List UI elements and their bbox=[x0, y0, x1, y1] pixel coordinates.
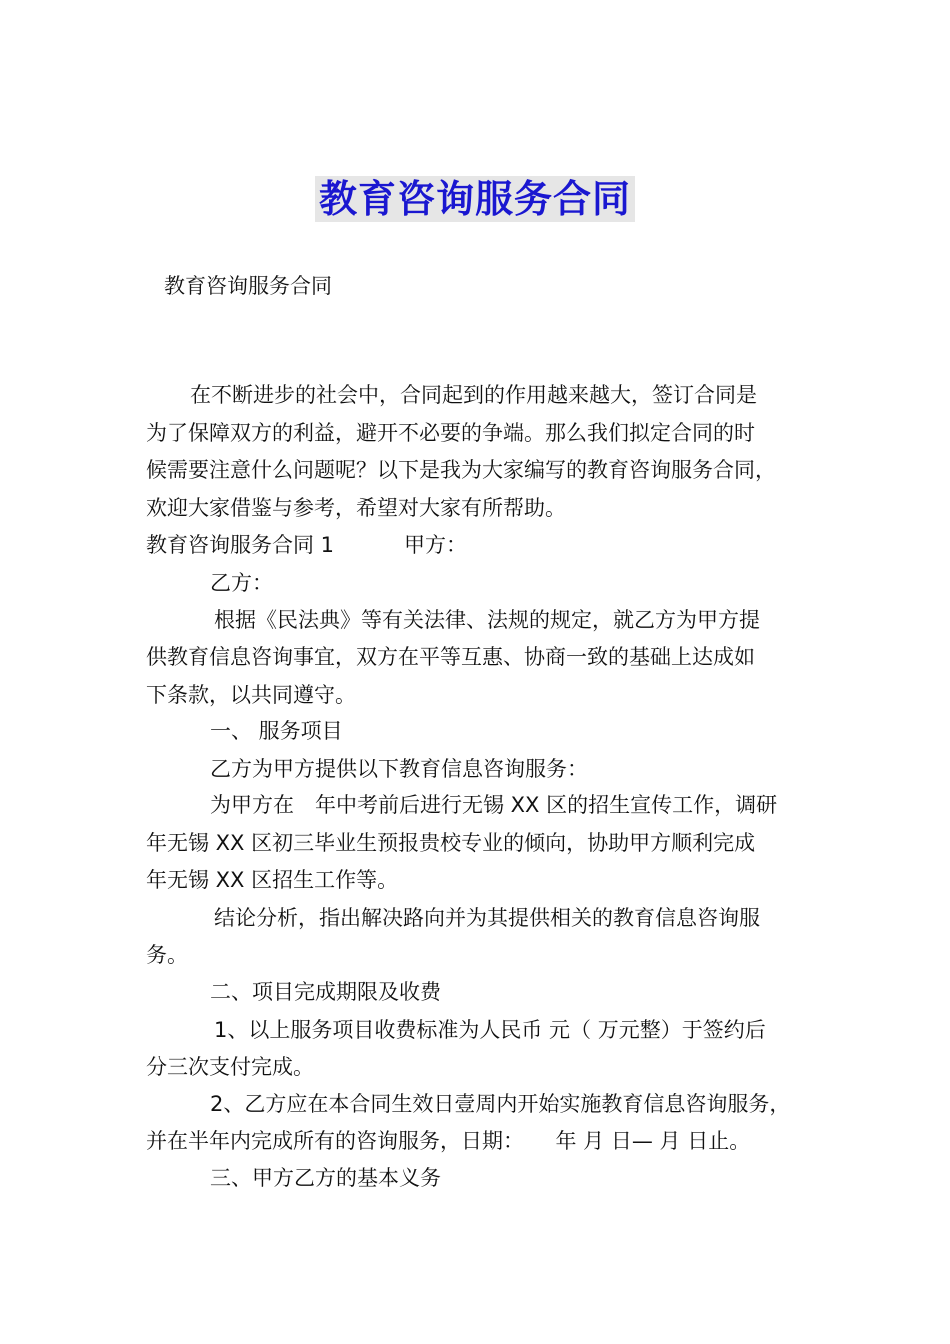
body-line: 分三次支付完成。 bbox=[146, 1055, 314, 1079]
body-line: 供教育信息咨询事宜，双方在平等互惠、协商一致的基础上达成如 bbox=[146, 645, 755, 669]
body-line: 务。 bbox=[146, 943, 188, 967]
body-line: 乙方为甲方提供以下教育信息咨询服务： bbox=[210, 757, 588, 781]
page-title: 教育咨询服务合同 bbox=[315, 176, 635, 222]
body-line: 为甲方在 年中考前后进行无锡 XX 区的招生宣传工作，调研 bbox=[210, 793, 778, 817]
body-line: 1、以上服务项目收费标准为人民币 元（ 万元整）于签约后 bbox=[214, 1018, 766, 1042]
section-heading: 一、 服务项目 bbox=[210, 719, 343, 743]
body-line: 根据《民法典》等有关法律、法规的规定，就乙方为甲方提 bbox=[214, 608, 760, 632]
body-line: 年无锡 XX 区招生工作等。 bbox=[146, 868, 399, 892]
body-line: 2、乙方应在本合同生效日壹周内开始实施教育信息咨询服务， bbox=[210, 1092, 791, 1116]
body-line: 候需要注意什么问题呢？以下是我为大家编写的教育咨询服务合同， bbox=[146, 458, 776, 482]
body-line: 为了保障双方的利益，避开不必要的争端。那么我们拟定合同的时 bbox=[146, 421, 755, 445]
body-line: 并在半年内完成所有的咨询服务，日期： 年 月 日— 月 日止。 bbox=[146, 1129, 751, 1153]
section-heading: 三、甲方乙方的基本义务 bbox=[210, 1166, 441, 1190]
section-heading: 二、项目完成期限及收费 bbox=[210, 980, 441, 1004]
body-line: 在不断进步的社会中，合同起到的作用越来越大，签订合同是 bbox=[190, 383, 757, 407]
party-b-label: 乙方： bbox=[210, 571, 273, 595]
title-block bbox=[0, 176, 950, 222]
document-subtitle: 教育咨询服务合同 bbox=[164, 274, 332, 298]
body-line: 结论分析，指出解决路向并为其提供相关的教育信息咨询服 bbox=[214, 906, 760, 930]
body-line: 下条款，以共同遵守。 bbox=[146, 683, 356, 707]
body-line: 欢迎大家借鉴与参考，希望对大家有所帮助。 bbox=[146, 496, 566, 520]
party-a-label: 甲方： bbox=[404, 533, 467, 557]
contract-heading: 教育咨询服务合同 1 bbox=[146, 533, 335, 557]
body-line: 年无锡 XX 区初三毕业生预报贵校专业的倾向，协助甲方顺利完成 bbox=[146, 831, 756, 855]
